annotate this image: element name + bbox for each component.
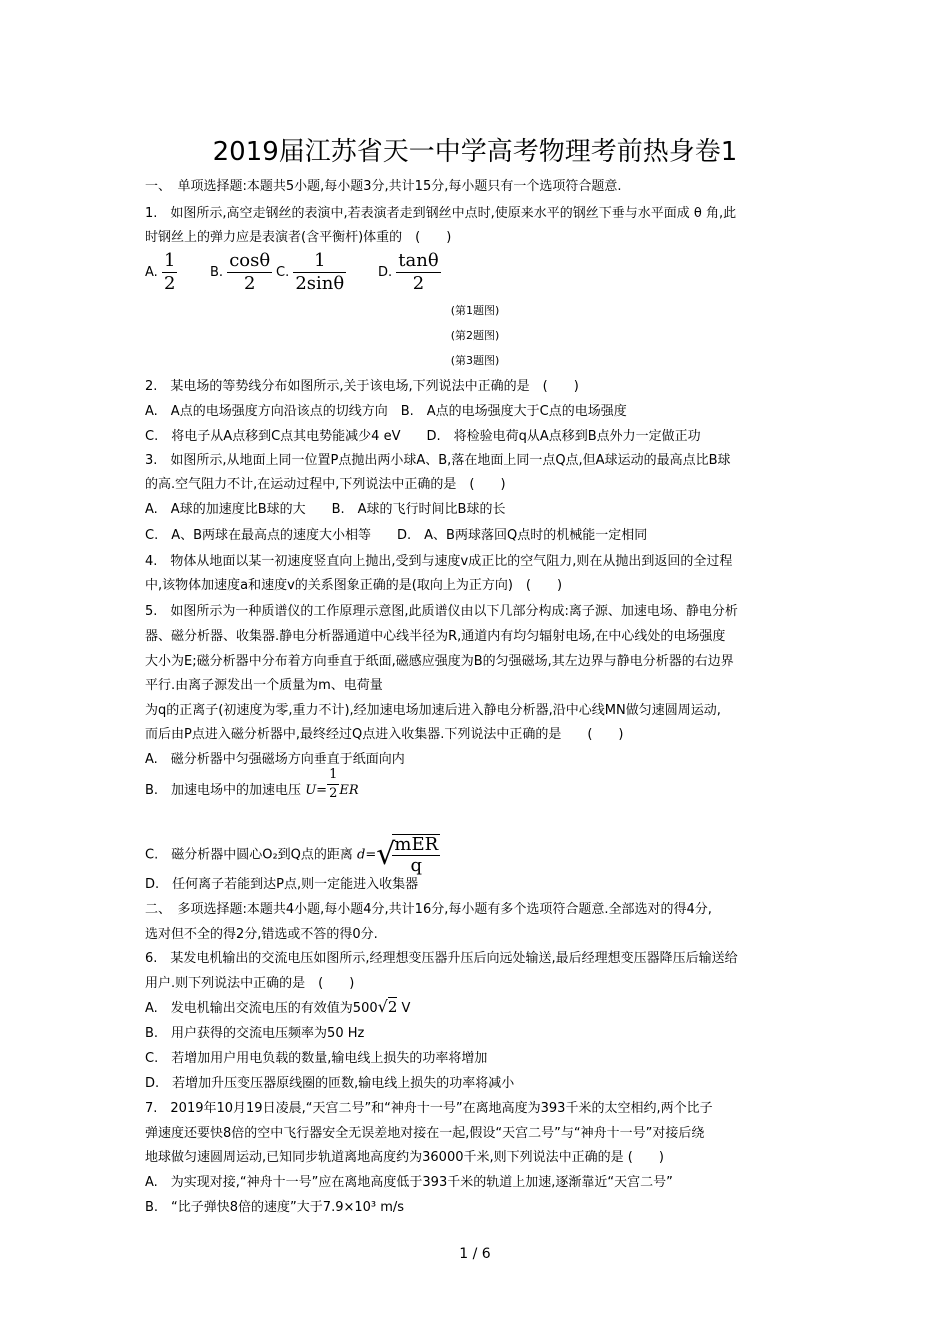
sqrt-symbol: √ — [376, 837, 396, 872]
q7-option-a: A. 为实现对接,“神舟十一号”应在离地高度低于393千米的轨道上加速,逐渐靠近“天宫二号” — [145, 1175, 673, 1190]
q7-line-1: 7. 2019年10月19日凌晨,“天宫二号”和“神舟十一号”在离地高度为393千米的太空相约,两个比子 — [145, 1101, 713, 1116]
q5-option-c: C. 磁分析器中圆心O₂到Q点的距离 d=√ $\frac{\text{mER}}{q}$ — [145, 834, 439, 876]
section-2-line-1: 二、 多项选择题:本题共4小题,每小题4分,共计16分,每小题有多个选项符合题意.全部选对的得4分, — [145, 902, 712, 917]
page-title: 2019届江苏省天一中学高考物理考前热身卷1 — [212, 137, 738, 167]
q3-line-1: 3. 如图所示,从地面上同一位置P点抛出两小球A、B,落在地面上同一点Q点,但A球运动的最高点比B球 — [145, 453, 731, 468]
figure-2-caption: (第2题图) — [450, 329, 500, 342]
q1-line-2: 时钢丝上的弹力应是表演者(含平衡杆)体重的 ( ) — [145, 230, 452, 245]
q5-c-fraction: $\frac{\text{mER}}{q}$ — [394, 834, 439, 876]
q1-option-a: A. $\frac{1}{2}$ — [145, 250, 176, 294]
q1-b-fraction: $\frac{\cos\theta}{2}$ — [229, 250, 271, 294]
q5-line-6: 而后由P点进入磁分析器中,最终经过Q点进入收集器.下列说法中正确的是 ( ) — [145, 727, 624, 742]
q6-option-c: C. 若增加用户用电负载的数量,输电线上损失的功率将增加 — [145, 1051, 488, 1066]
section-1-heading: 一、 单项选择题:本题共5小题,每小题3分,共计15分,每小题只有一个选项符合题意. — [145, 179, 622, 194]
q7-line-2: 弹速度还要快8倍的空中飞行器安全无误差地对接在一起,假设“天宫二号”与“神舟十一号”对接后绕 — [145, 1126, 705, 1141]
q5-option-b: B. 加速电场中的加速电压 U= $\frac{1}{2}$ ER — [145, 767, 359, 801]
q3-options-cd: C. A、B两球在最高点的速度大小相等 D. A、B两球落回Q点时的机械能一定相同 — [145, 528, 648, 543]
page-number: 1 / 6 — [459, 1246, 491, 1262]
q1-c-fraction: $\frac{1}{2\sin\theta}$ — [295, 250, 345, 294]
q6-option-d: D. 若增加升压变压器原线圈的匝数,输电线上损失的功率将减小 — [145, 1076, 515, 1091]
section-2-line-2: 选对但不全的得2分,错选或不答的得0分. — [145, 927, 378, 942]
q1-option-b: B. $\frac{\cos\theta}{2}$ — [210, 250, 271, 294]
q1-d-fraction: $\frac{\tan\theta}{2}$ — [398, 250, 439, 294]
q2-options-ab: A. A点的电场强度方向沿该点的切线方向 B. A点的电场强度大于C点的电场强度 — [145, 404, 627, 419]
q5-line-4: 平行.由离子源发出一个质量为m、电荷量 — [145, 678, 383, 693]
q5-option-a: A. 磁分析器中匀强磁场方向垂直于纸面向内 — [145, 752, 405, 767]
q5-b-fraction: $\frac{1}{2}$ — [329, 767, 338, 801]
q1-line-1: 1. 如图所示,高空走钢丝的表演中,若表演者走到钢丝中点时,使原来水平的钢丝下垂与水平面成 θ 角,此 — [145, 206, 737, 221]
q6-line-1: 6. 某发电机输出的交流电压如图所示,经理想变压器升压后向远处输送,最后经理想变压器降压后输送给 — [145, 951, 738, 966]
q3-line-2: 的高.空气阻力不计,在运动过程中,下列说法中正确的是 ( ) — [145, 477, 506, 492]
q1-a-fraction: $\frac{1}{2}$ — [163, 250, 176, 294]
q3-options-ab: A. A球的加速度比B球的大 B. A球的飞行时间比B球的长 — [145, 502, 506, 517]
figure-1-caption: (第1题图) — [450, 304, 500, 317]
q2-stem: 2. 某电场的等势线分布如图所示,关于该电场,下列说法中正确的是 ( ) — [145, 379, 579, 394]
q5-line-5: 为q的正离子(初速度为零,重力不计),经加速电场加速后进入静电分析器,沿中心线MN做匀速圆周运动, — [145, 703, 721, 718]
q6-option-b: B. 用户获得的交流电压频率为50 Hz — [145, 1026, 365, 1041]
q4-line-2: 中,该物体加速度a和速度v的关系图象正确的是(取向上为正方向) ( ) — [145, 578, 563, 593]
q1-option-d: D. $\frac{\tan\theta}{2}$ — [378, 250, 439, 294]
q5-line-2: 器、磁分析器、收集器.静电分析器通道中心线半径为R,通道内有均匀辐射电场,在中心线处的电场强度 — [145, 629, 726, 644]
q1-option-c: C. $\frac{1}{2\sin\theta}$ — [276, 250, 345, 294]
q4-line-1: 4. 物体从地面以某一初速度竖直向上抛出,受到与速度v成正比的空气阻力,则在从抛出到返回的全过程 — [145, 554, 733, 569]
q5-line-1: 5. 如图所示为一种质谱仪的工作原理示意图,此质谱仪由以下几部分构成:离子源、加速电场、静电分析 — [145, 604, 738, 619]
q2-options-cd: C. 将电子从A点移到C点其电势能减少4 eV D. 将检验电荷q从A点移到B点外力一定做正功 — [145, 429, 701, 444]
q6-option-a: A. 发电机输出交流电压的有效值为500√2 V — [145, 997, 411, 1016]
q5-line-3: 大小为E;磁分析器中分布着方向垂直于纸面,磁感应强度为B的匀强磁场,其左边界与静电分析器的右边界 — [145, 654, 734, 669]
sqrt-symbol: √ — [377, 997, 388, 1016]
q5-option-d: D. 任何离子若能到达P点,则一定能进入收集器 — [145, 877, 419, 892]
q6-line-2: 用户.则下列说法中正确的是 ( ) — [145, 976, 355, 991]
q7-option-b: B. “比子弹快8倍的速度”大于7.9×10³ m/s — [145, 1200, 405, 1215]
figure-3-caption: (第3题图) — [450, 354, 500, 367]
q7-line-3: 地球做匀速圆周运动,已知同步轨道离地高度约为36000千米,则下列说法中正确的是 ( ) — [145, 1150, 664, 1165]
